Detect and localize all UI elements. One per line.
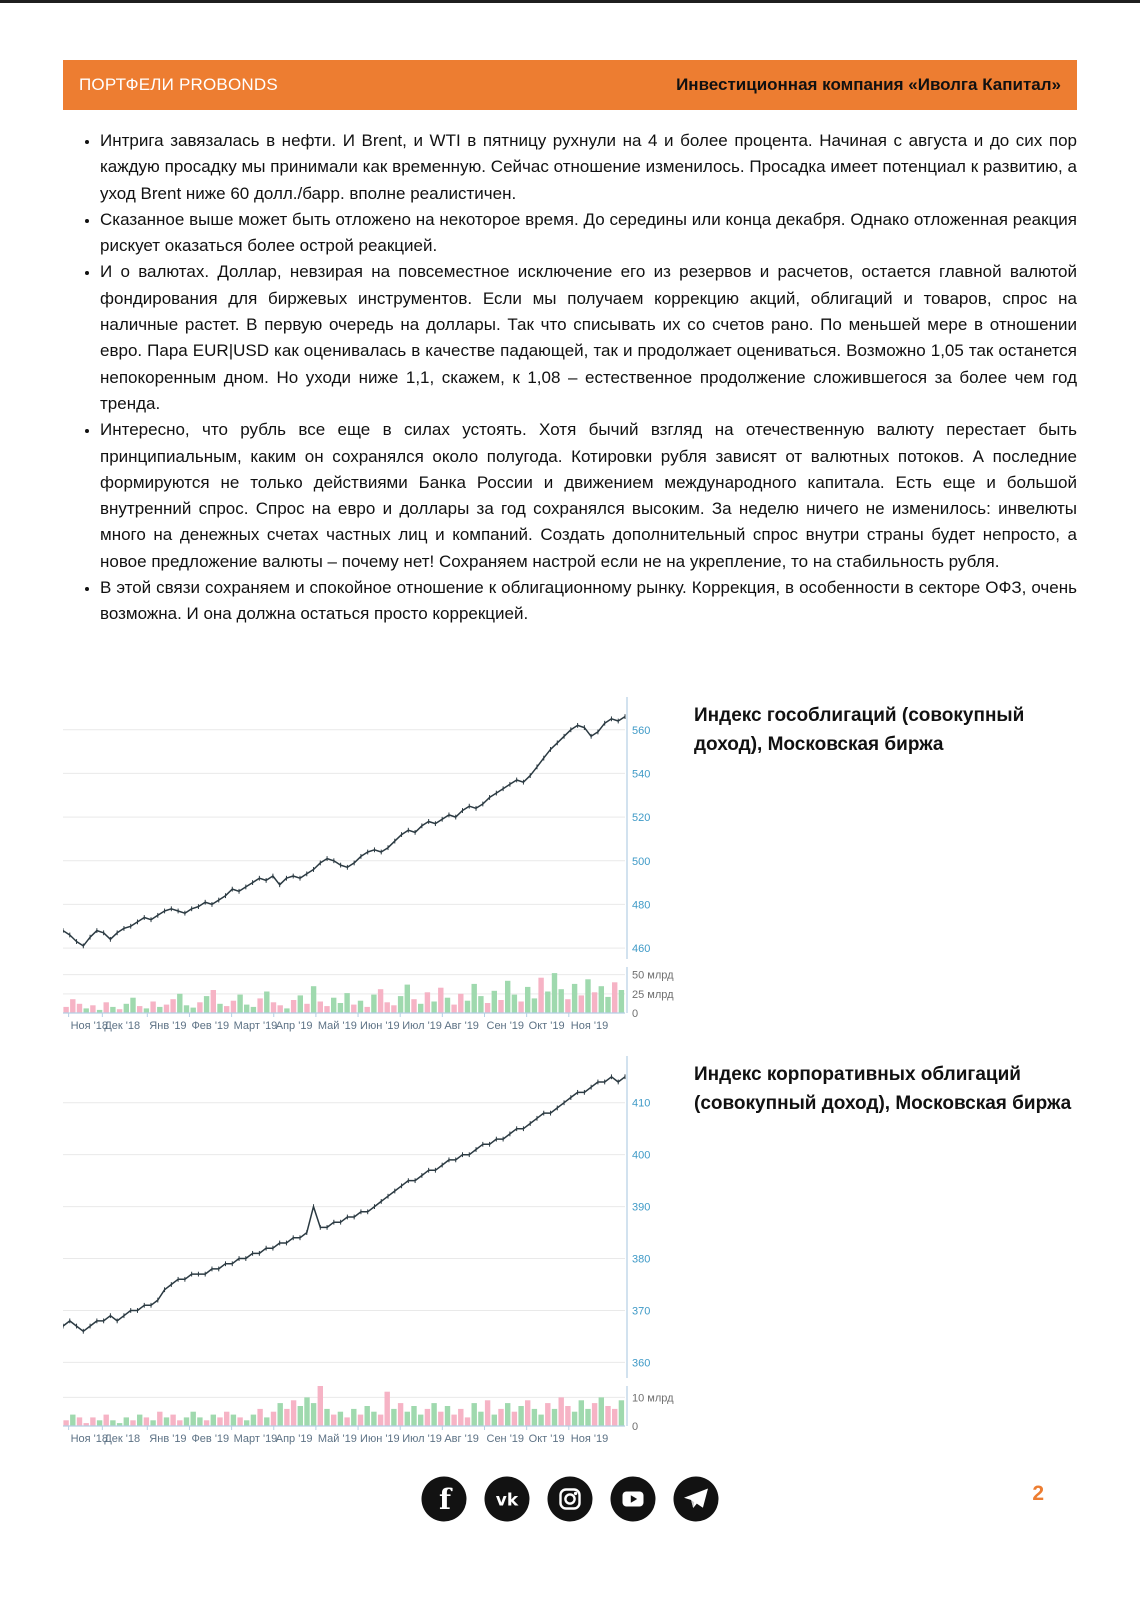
svg-text:10 млрд: 10 млрд xyxy=(632,1392,674,1405)
svg-text:Янв '19: Янв '19 xyxy=(149,1020,187,1032)
social-links-row xyxy=(0,1476,1140,1522)
svg-text:Ноя '19: Ноя '19 xyxy=(570,1020,609,1032)
svg-text:410: 410 xyxy=(632,1097,651,1110)
svg-text:480: 480 xyxy=(632,899,651,912)
vk-icon[interactable] xyxy=(484,1476,530,1522)
svg-text:390: 390 xyxy=(632,1201,651,1214)
svg-text:Дек '18: Дек '18 xyxy=(104,1433,141,1445)
svg-text:Авг '19: Авг '19 xyxy=(444,1433,479,1445)
svg-text:460: 460 xyxy=(632,943,651,956)
telegram-icon[interactable] xyxy=(673,1476,719,1522)
page-number: 2 xyxy=(1032,1482,1044,1505)
gov-bond-index-chart-title: Индекс гособлигаций (совокупный доход), Московская биржа xyxy=(694,705,1025,755)
svg-text:Май '19: Май '19 xyxy=(317,1433,357,1445)
svg-text:Окт '19: Окт '19 xyxy=(528,1020,565,1032)
header-left-title: ПОРТФЕЛИ PROBONDS xyxy=(79,75,278,94)
bullet-item: • В этой связи сохраняем и спокойное отношение к облигационному рынку. Коррекция, в особенности в секторе ОФЗ, очень возможна. И она должна остаться просто коррекцией. xyxy=(100,575,1077,628)
corp-bond-index-chart xyxy=(63,1056,683,1453)
bullet-item: • И о валютах. Доллар, невзирая на повсеместное исключение его из резервов и расчетов, остается главной валютой фондирования для биржевых инструментов. Если мы получаем коррекцию акций, облигаций и товаров, спрос на наличные растет. В первую очередь на доллары. Так что списывать их со счетов рано. По меньшей мере в отношении евро. Пара EUR|USD как оценивалась в качестве падающей, так и продолжает оцениваться. Возможно 1,05 так останется непокоренным дном. Но уходи ниже 1,1, скажем, к 1,08 – естественное продолжение сложившегося за более чем год тренда. xyxy=(100,259,1077,417)
svg-text:Март '19: Март '19 xyxy=(233,1020,278,1032)
svg-text:Март '19: Март '19 xyxy=(233,1433,278,1445)
bullet-item: • Сказанное выше может быть отложено на некоторое время. До середины или конца декабря. Однако отложенная реакция рискует оказаться более острой реакцией. xyxy=(100,207,1077,260)
svg-text:25 млрд: 25 млрд xyxy=(632,988,674,1001)
svg-text:Июн '19: Июн '19 xyxy=(360,1433,400,1445)
svg-text:380: 380 xyxy=(632,1253,651,1266)
corp-bond-index-chart-title: Индекс корпоративных облигаций (совокупный доход), Московская биржа xyxy=(694,1064,1072,1114)
svg-text:Дек '18: Дек '18 xyxy=(104,1020,141,1032)
svg-text:520: 520 xyxy=(632,812,651,825)
bullet-list xyxy=(63,128,1077,628)
svg-text:Апр '19: Апр '19 xyxy=(275,1433,313,1445)
svg-text:500: 500 xyxy=(632,855,651,868)
svg-text:Ноя '18: Ноя '18 xyxy=(70,1433,109,1445)
svg-text:0: 0 xyxy=(632,1008,639,1020)
svg-text:Сен '19: Сен '19 xyxy=(486,1020,525,1032)
svg-text:Фев '19: Фев '19 xyxy=(191,1433,230,1445)
svg-text:540: 540 xyxy=(632,768,651,781)
svg-text:Июл '19: Июл '19 xyxy=(402,1433,442,1445)
svg-text:400: 400 xyxy=(632,1149,651,1162)
header-band xyxy=(63,60,1077,110)
bullet-item: • Интрига завязалась в нефти. И Brent, и WTI в пятницу рухнули на 4 и более процента. Начиная с августа и до сих пор каждую просадку мы принимали как временную. Сейчас отношение изменилось. Просадка имеет потенциал к развитию, а уход Brent ниже 60 долл./барр. вполне реалистичен. xyxy=(100,128,1077,207)
corp-bond-index-chart-svg xyxy=(63,1056,683,1448)
svg-text:360: 360 xyxy=(632,1357,651,1370)
svg-text:Ноя '18: Ноя '18 xyxy=(70,1020,109,1032)
svg-text:560: 560 xyxy=(632,724,651,737)
gov-bond-index-chart xyxy=(63,697,683,1040)
svg-text:Авг '19: Авг '19 xyxy=(444,1020,479,1032)
svg-text:Июн '19: Июн '19 xyxy=(360,1020,400,1032)
svg-text:50 млрд: 50 млрд xyxy=(632,969,674,982)
svg-text:0: 0 xyxy=(632,1421,639,1433)
corp-bond-index-section xyxy=(63,1056,1086,1453)
svg-text:Янв '19: Янв '19 xyxy=(149,1433,187,1445)
gov-bond-index-section xyxy=(63,697,1086,1040)
svg-text:Июл '19: Июл '19 xyxy=(402,1020,442,1032)
instagram-icon[interactable] xyxy=(547,1476,593,1522)
svg-text:370: 370 xyxy=(632,1305,651,1318)
header-right-title: Инвестиционная компания «Иволга Капитал» xyxy=(676,75,1061,94)
svg-text:Окт '19: Окт '19 xyxy=(528,1433,565,1445)
gov-bond-index-chart-svg xyxy=(63,697,683,1035)
svg-text:vk: vk xyxy=(495,1490,519,1511)
svg-text:Апр '19: Апр '19 xyxy=(275,1020,313,1032)
svg-text:f: f xyxy=(438,1483,452,1516)
svg-text:Сен '19: Сен '19 xyxy=(486,1433,525,1445)
youtube-icon[interactable] xyxy=(610,1476,656,1522)
svg-text:Ноя '19: Ноя '19 xyxy=(570,1433,609,1445)
svg-text:Фев '19: Фев '19 xyxy=(191,1020,230,1032)
page-top-border xyxy=(0,0,1140,3)
svg-text:Май '19: Май '19 xyxy=(317,1020,357,1032)
facebook-icon[interactable] xyxy=(421,1476,467,1522)
bullet-item: • Интересно, что рубль все еще в силах устоять. Хотя бычий взгляд на отечественную валюту перестает быть принципиальным, каким он сохранялся около полугода. Котировки рубля зависят от валютных потоков. А последние формируются не только действиями Банка России и движением международного капитала. Есть еще и большой внутренний спрос. Спрос на евро и доллары за год сохранялся высоким. За неделю ничего не изменилось: инвелюты много на денежных счетах частных лиц и компаний. Создать дополнительный спрос внутри страны будет непросто, а новое предложение валюты – почему нет! Сохраняем настрой если не на укрепление, то на стабильность рубля. xyxy=(100,417,1077,575)
